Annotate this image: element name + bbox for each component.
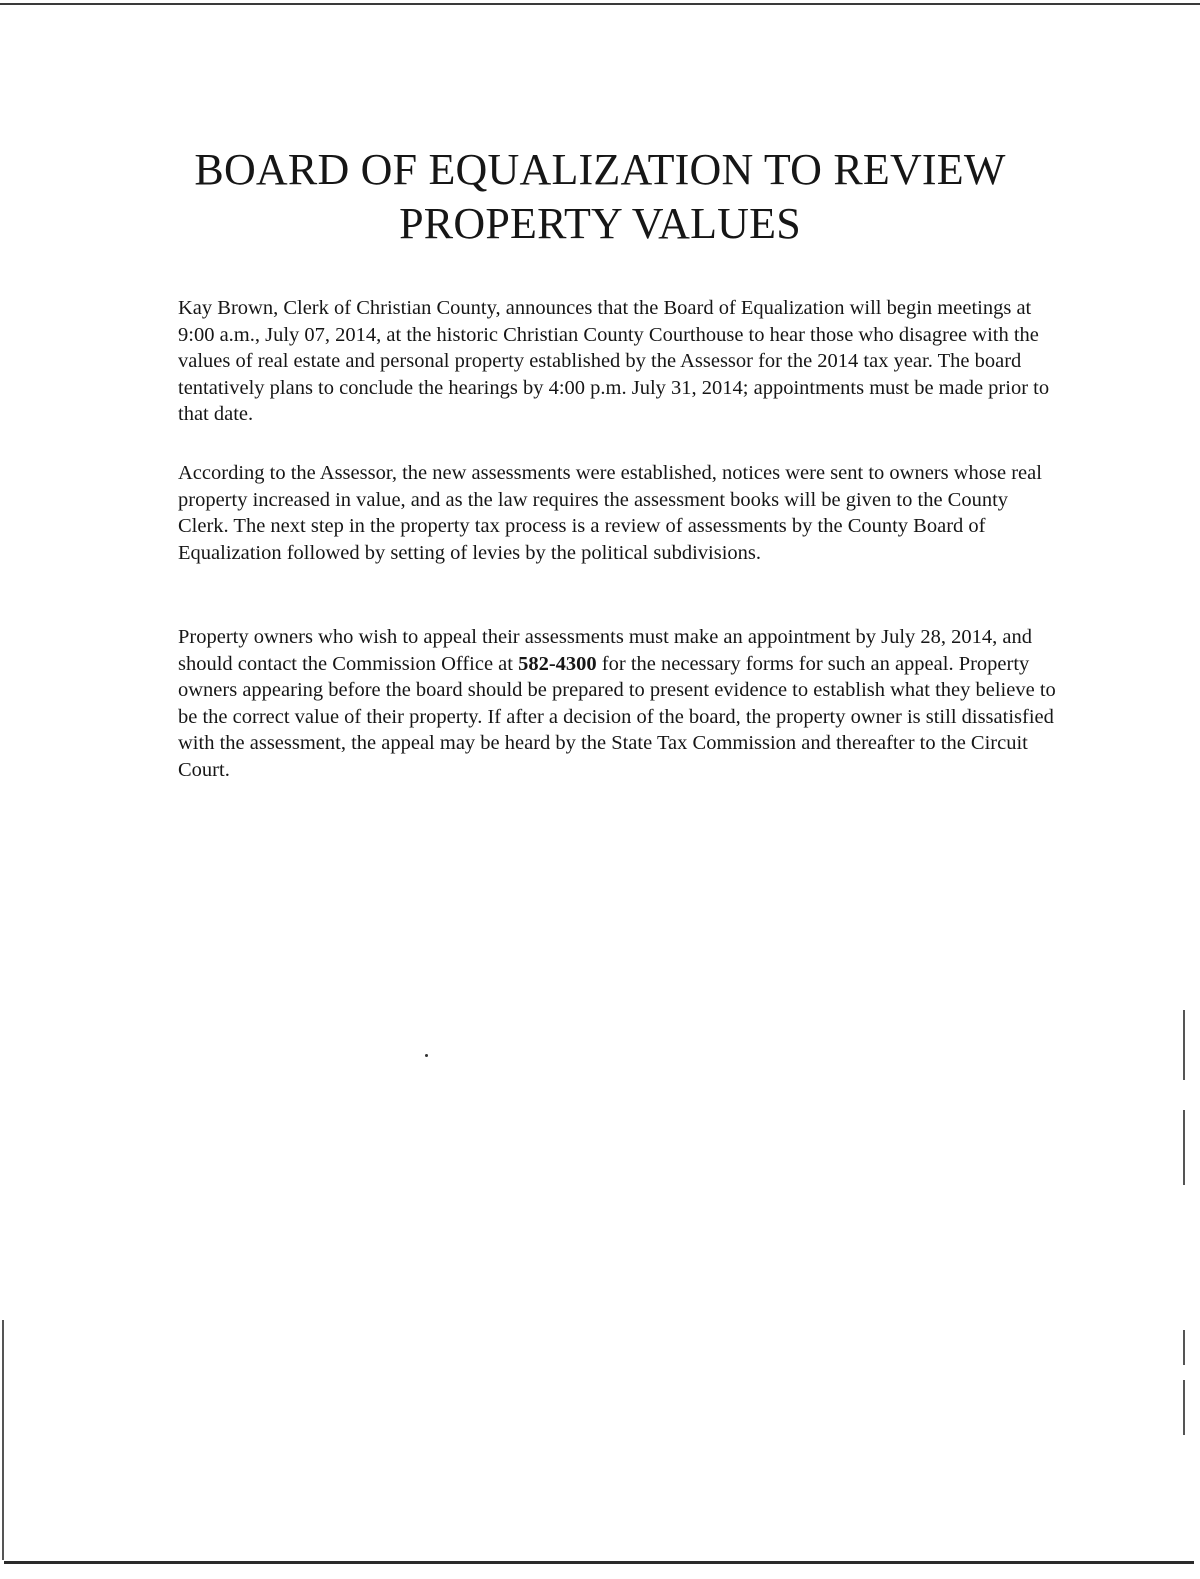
paragraph-appeal-instructions [178,624,1058,784]
paragraph-meeting-announcement: Kay Brown, Clerk of Christian County, announces that the Board of Equalization will begin meetings at 9:00 a.m., July 07, 2014, at the historic Christian County Courthouse to hear those who disagree with the values of real estate and personal property established by the Assessor for the 2014 tax year. The board tentatively plans to conclude the hearings by 4:00 p.m. July 31, 2014; appointments must be made prior to that date. [178,297,1050,426]
commission-office-phone: 582-4300 [518,652,597,675]
scan-speck [425,1054,428,1057]
scan-top-border [0,3,1200,5]
scan-right-mark [1183,1380,1185,1435]
scan-right-mark [1183,1110,1185,1185]
appeal-text-end: for the necessary forms for such an appeal. Property owners appearing before the board should be prepared to present evidence to establish what they believe to be the correct value of their property. If after a decision of the board, the property owner is still dissatisfied with the assessment, the appeal may be heard by the State Tax Commission and thereafter to the Circuit Court. [178,652,1056,781]
paragraph-assessment-process: According to the Assessor, the new assessments were established, notices were sent to owners whose real property increased in value, and as the law requires the assessment books will be given to the County Clerk. The next step in the property tax process is a review of assessments by the County Board of Equalization followed by setting of levies by the political subdivisions. [178,462,1042,564]
notice-title: BOARD OF EQUALIZATION TO REVIEW PROPERTY VALUES [194,145,1006,248]
appeal-text-start: Property owners who wish to appeal their assessments must make an appointment by July 28, 2014, and should contact the Commission Office at [178,626,1033,675]
scan-right-mark [1183,1330,1185,1365]
scan-bottom-border [4,1561,1194,1564]
scan-left-edge [2,1320,4,1560]
scan-right-mark [1183,1010,1185,1080]
